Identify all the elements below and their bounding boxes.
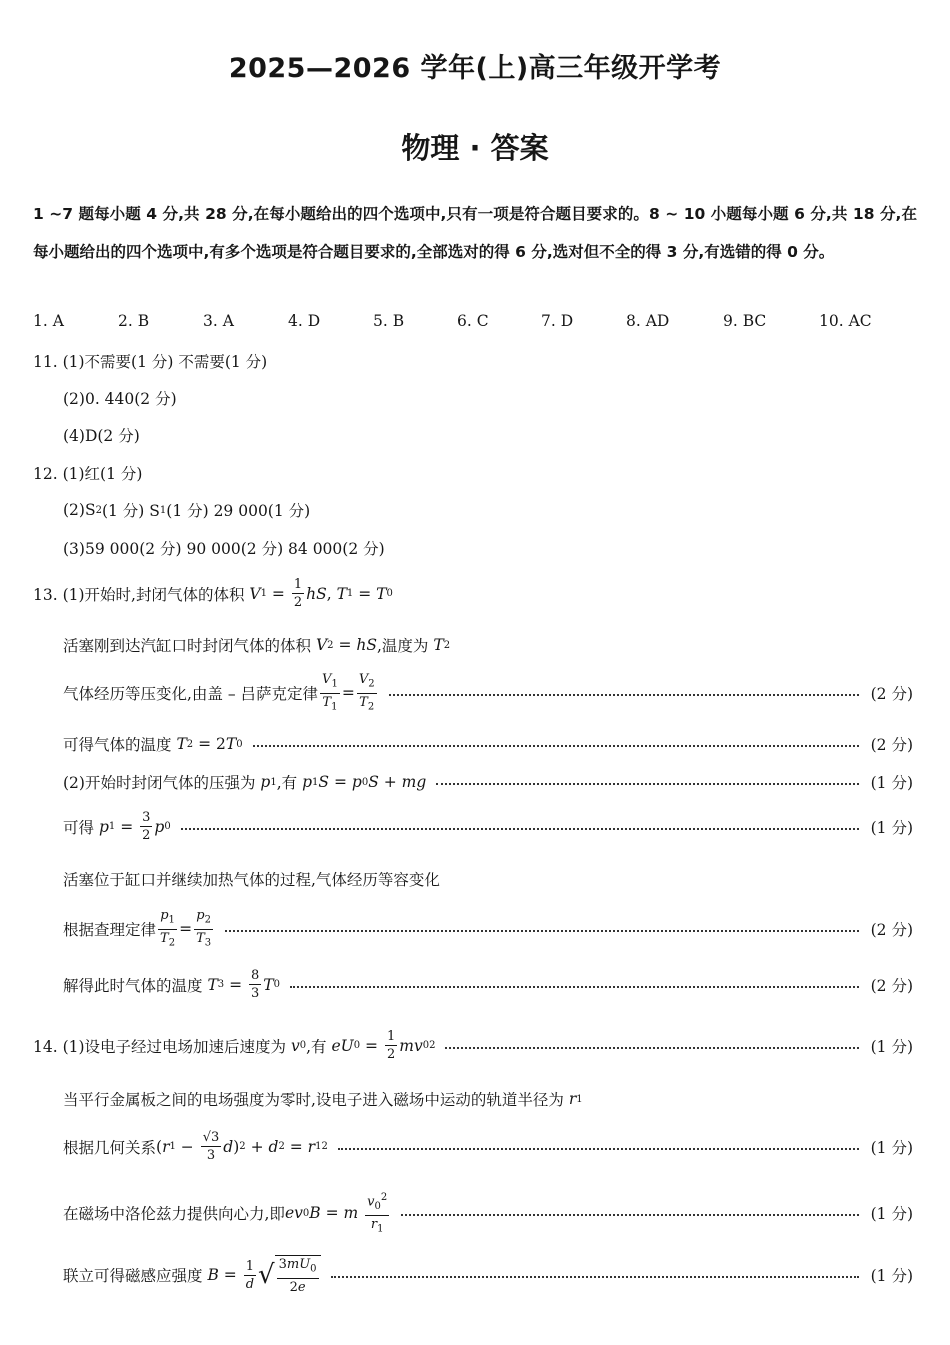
leader-dots <box>253 745 859 747</box>
score-label: (1 分) <box>870 774 913 792</box>
answer-item: 10. AC <box>819 312 872 330</box>
q13-line-4: 可得气体的温度 T 2 = 2 T 0 (2 分) <box>63 735 913 754</box>
score-label: (2 分) <box>870 921 913 940</box>
q14-line-4: 在磁场中洛伦兹力提供向心力,即 ev 0 B = m $v_0^2$ $r_1$ (1 分) <box>63 1192 913 1235</box>
answer-item: 5. B <box>373 312 405 330</box>
answer-item: 7. D <box>541 312 574 330</box>
scoring-instructions: 1 ~7 题每小题 4 分,共 28 分,在每小题给出的四个选项中,只有一项是符合题目要求的。8 ~ 10 小题每小题 6 分,共 18 分,在每小题给出的四个选项中,有多个选项是符合题目要求的,全部选对的得 6 分,选对但不全的得 3 分,有选错的得 0 分。 <box>33 205 917 261</box>
leader-dots <box>401 1214 858 1216</box>
score-label: (2 分) <box>870 976 913 995</box>
score-label: (1 分) <box>870 1037 913 1056</box>
score-label: (2 分) <box>870 736 913 754</box>
answer-item: 2. B <box>118 312 150 330</box>
q13-line-7: 活塞位于缸口并继续加热气体的过程,气体经历等容变化 <box>63 871 440 889</box>
leader-dots <box>389 694 859 696</box>
leader-dots <box>331 1276 859 1278</box>
leader-dots <box>436 783 858 785</box>
q13-line-5: (2)开始时封闭气体的压强为 p 1 ,有 p 1 S = p 0 S + mg (1 分) <box>63 773 913 792</box>
page-title: 2025—2026 学年(上)高三年级开学考 <box>228 53 722 84</box>
answer-item: 3. A <box>203 312 234 330</box>
answer-item: 8. AD <box>626 312 670 330</box>
q14-line-2: 当平行金属板之间的电场强度为零时,设电子进入磁场中运动的轨道半径为 r 1 <box>63 1090 583 1109</box>
leader-dots <box>338 1148 859 1150</box>
q14-line-1: 14. (1)设电子经过电场加速后速度为 v 0 ,有 eU 0 = 1 2 mv 0 2 (1 分) <box>33 1029 913 1062</box>
score-label: (1 分) <box>870 1267 913 1285</box>
q11-line-2: (2)0. 440(2 分) <box>63 390 177 408</box>
q13-line-1: 13. (1)开始时,封闭气体的体积 V 1 = 1 2 hS , T 1 = T 0 <box>33 577 393 610</box>
leader-dots <box>181 828 859 830</box>
leader-dots <box>225 930 859 932</box>
q11-line-1: 11. (1)不需要(1 分) 不需要(1 分) <box>33 353 268 371</box>
score-label: (1 分) <box>870 1205 913 1224</box>
answer-item: 9. BC <box>723 312 767 330</box>
answer-item: 1. A <box>33 312 64 330</box>
answer-item: 4. D <box>288 312 321 330</box>
answer-item: 6. C <box>457 312 489 330</box>
choice-answers-row <box>33 308 913 338</box>
score-label: (2 分) <box>870 685 913 704</box>
leader-dots <box>290 986 859 988</box>
page-subtitle: 物理 · 答案 <box>401 131 549 165</box>
q13-line-8: 根据查理定律 $p_1$ $T_2$ = $p_2$ $T_3$ (2 分) <box>63 908 913 949</box>
q11-line-3: (4)D(2 分) <box>63 427 140 445</box>
leader-dots <box>445 1047 858 1049</box>
q13-line-2: 活塞刚到达汽缸口时封闭气体的体积 V 2 = hS ,温度为 T 2 <box>63 636 451 655</box>
q12-line-3: (3)59 000(2 分) 90 000(2 分) 84 000(2 分) <box>63 540 385 558</box>
q14-line-5: 联立可得磁感应强度 B = 1 d √ $\frac{3mU_0}{2e}$ (1 分) <box>63 1257 913 1295</box>
q14-line-3: 根据几何关系 ( r 1 − √3 3 d ) 2 + d 2 = r 1 2 (1 分) <box>63 1130 913 1163</box>
q13-line-6: 可得 p 1 = 3 2 p 0 (1 分) <box>63 810 913 843</box>
q13-line-3: 气体经历等压变化,由盖 – 吕萨克定律 $V_1$ $T_1$ = $V_2$ $T_2$ (2 分) <box>63 672 913 713</box>
q12-line-1: 12. (1)红(1 分) <box>33 465 143 483</box>
q12-line-2: (2)S 2 (1 分) S 1 (1 分) 29 000(1 分) <box>63 501 311 520</box>
score-label: (1 分) <box>870 818 913 837</box>
score-label: (1 分) <box>870 1138 913 1157</box>
q13-line-9: 解得此时气体的温度 T 3 = 8 3 T 0 (2 分) <box>63 968 913 1001</box>
